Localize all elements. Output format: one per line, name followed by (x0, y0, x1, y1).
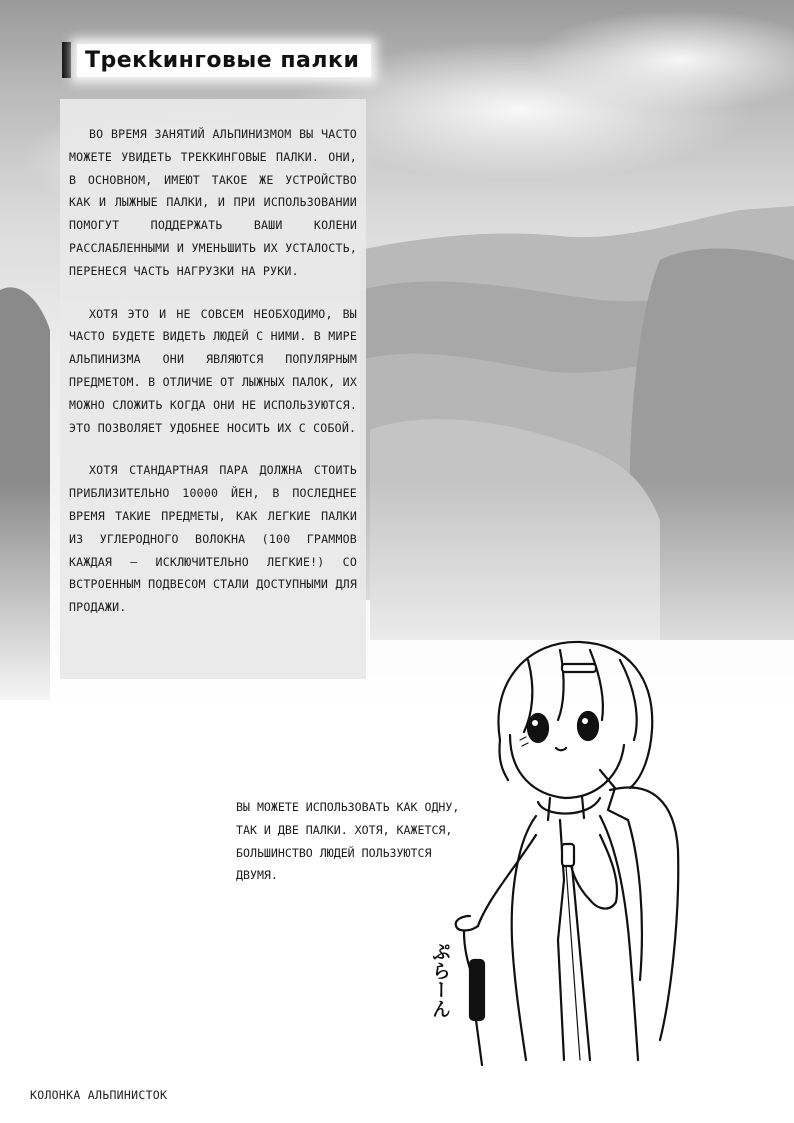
paragraph-1: ВО ВРЕМЯ ЗАНЯТИЙ АЛЬПИНИЗМОМ ВЫ ЧАСТО МОЖЕТЕ УВИДЕТЬ ТРЕКKИНГОВЫЕ ПАЛКИ. ОНИ, В ОСНОВНОМ, ИМЕЮТ ТАКОЕ ЖЕ УСТРОЙСТВО КАК И ЛЫЖНЫЕ ПАЛКИ, И ПРИ ИСПОЛЬЗОВАНИИ ПОМОГУТ ПОДДЕРЖАТЬ ВАШИ КОЛЕНИ РАССЛАБЛЕННЫМИ И УМЕНЬШИТЬ ИХ УСТАЛОСТЬ, ПЕРЕНЕСЯ ЧАСТЬ НАГРУЗКИ НА РУКИ. (69, 127, 357, 278)
page-title: Трекkинговые палки (77, 44, 371, 77)
footer-label: КОЛОНКА АЛЬПИНИСТОК (30, 1088, 168, 1102)
caption-text: ВЫ МОЖЕТЕ ИСПОЛЬЗОВАТЬ КАК ОДНУ, ТАК И ДВЕ ПАЛКИ. ХОТЯ, КАЖЕТСЯ, БОЛЬШИНСТВО ЛЮДЕЙ ПОЛЬЗУЮТСЯ ДВУМЯ. (236, 800, 460, 883)
paragraph-2: ХОТЯ ЭТО И НЕ СОВСЕМ НЕОБХОДИМО, ВЫ ЧАСТО БУДЕТЕ ВИДЕТЬ ЛЮДЕЙ С НИМИ. В МИРЕ АЛЬПИНИЗМА ОНИ ЯВЛЯЮТСЯ ПОПУЛЯРНЫМ ПРЕДМЕТОМ. В ОТЛИЧИЕ ОТ ЛЫЖНЫХ ПАЛОК, ИХ МОЖНО СЛОЖИТЬ КОГДА ОНИ НЕ ИСПОЛЬЗУЮТСЯ. ЭТО ПОЗВОЛЯЕТ УДОБНЕЕ НОСИТЬ ИХ С СОБОЙ. (69, 306, 357, 435)
text-panel (60, 99, 366, 679)
title-marker (62, 42, 71, 78)
title-block (62, 42, 371, 78)
girl-illustration (440, 620, 690, 1070)
paragraph-3: ХОТЯ СТАНДАРТНАЯ ПАРА ДОЛЖНА СТОИТЬ ПРИБЛИЗИТЕЛЬНО 10000 ЙЕН, В ПОСЛЕДНЕЕ ВРЕМЯ ТАКИЕ ПРЕДМЕТЫ, КАК ЛЕГКИЕ ПАЛКИ ИЗ УГЛЕРОДНОГО ВОЛОКНА (100 ГРАММОВ КАЖДАЯ – ИСКЛЮЧИТЕЛЬНО ЛЕГКИЕ!) СО ВСТРОЕННЫМ ПОДВЕСОМ СТАЛИ ДОСТУПНЫМИ ДЛЯ ПРОДАЖИ. (69, 463, 357, 615)
sound-effect: ぷらーん (429, 942, 451, 1018)
